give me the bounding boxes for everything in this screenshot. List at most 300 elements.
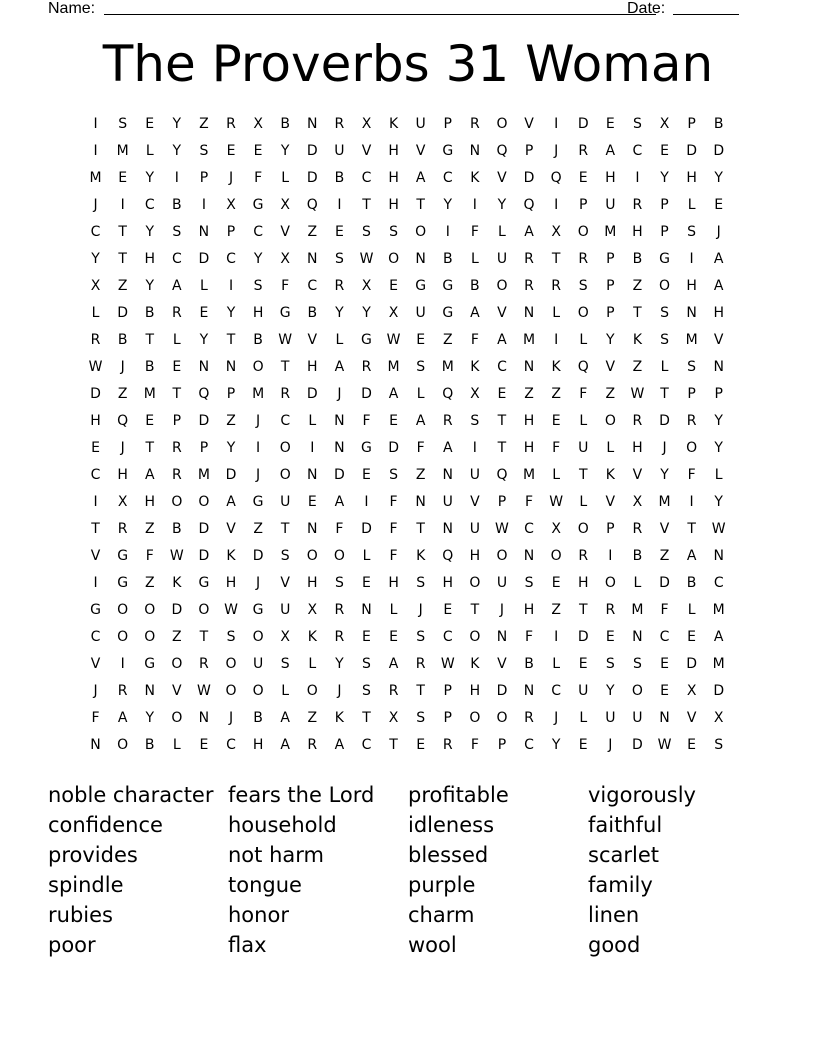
grid-letter[interactable]: P [497,494,507,510]
grid-letter[interactable]: E [578,737,588,753]
grid-letter[interactable]: X [226,197,236,213]
grid-letter[interactable]: E [687,629,697,645]
grid-letter[interactable]: I [689,494,694,510]
grid-letter[interactable]: U [578,683,589,699]
grid-letter[interactable]: O [198,494,210,510]
grid-letter[interactable]: Z [632,278,643,294]
grid-letter[interactable]: L [200,278,208,294]
grid-letter[interactable]: P [199,440,209,456]
grid-letter[interactable]: P [443,116,452,132]
grid-letter[interactable]: G [252,197,264,213]
grid-letter[interactable]: E [172,359,182,375]
grid-letter[interactable]: N [198,710,210,726]
grid-letter[interactable]: Y [551,737,561,753]
grid-letter[interactable]: G [361,332,372,348]
grid-letter[interactable]: E [660,656,669,672]
grid-letter[interactable]: E [660,683,669,699]
grid-letter[interactable]: N [307,251,318,267]
grid-letter[interactable]: W [711,521,726,537]
grid-letter[interactable]: N [361,602,372,618]
grid-letter[interactable]: O [171,656,183,672]
grid-letter[interactable]: X [713,710,724,726]
grid-letter[interactable]: O [686,440,698,456]
grid-letter[interactable]: D [117,305,129,321]
grid-letter[interactable]: S [416,575,426,591]
grid-letter[interactable]: Z [144,575,155,591]
grid-letter[interactable]: T [91,521,100,537]
grid-letter[interactable]: E [687,737,697,753]
grid-letter[interactable]: U [252,656,264,672]
grid-letter[interactable]: T [280,521,290,537]
grid-letter[interactable]: O [279,467,291,483]
grid-letter[interactable]: E [253,143,263,159]
grid-letter[interactable]: N [523,683,535,699]
grid-letter[interactable]: Y [660,170,669,186]
grid-letter[interactable]: H [225,575,237,591]
grid-letter[interactable]: T [118,224,127,240]
grid-letter[interactable]: Q [496,467,508,483]
grid-letter[interactable]: O [117,629,129,645]
grid-letter[interactable]: G [442,278,454,294]
grid-letter[interactable]: H [523,440,535,456]
grid-letter[interactable]: P [199,170,209,186]
grid-letter[interactable]: N [307,467,318,483]
grid-letter[interactable]: P [606,278,615,294]
grid-letter[interactable]: U [415,305,426,321]
grid-letter[interactable]: Z [524,386,534,402]
grid-letter[interactable]: G [442,143,454,159]
grid-letter[interactable]: T [389,737,398,753]
grid-letter[interactable]: H [307,359,318,375]
grid-letter[interactable]: Z [551,602,561,618]
grid-letter[interactable]: U [605,197,616,213]
grid-letter[interactable]: S [253,278,263,294]
grid-letter[interactable]: E [714,197,724,213]
grid-letter[interactable]: J [554,710,559,726]
grid-letter[interactable]: G [117,548,129,564]
grid-letter[interactable]: X [253,116,263,132]
grid-letter[interactable]: P [660,224,669,240]
grid-letter[interactable]: O [604,413,616,429]
grid-letter[interactable]: Z [605,386,616,402]
grid-letter[interactable]: S [226,629,236,645]
grid-letter[interactable]: D [198,413,210,429]
grid-letter[interactable]: J [120,359,125,375]
grid-letter[interactable]: M [116,143,129,159]
grid-letter[interactable]: H [388,143,399,159]
grid-letter[interactable]: V [497,170,507,186]
grid-letter[interactable]: A [415,170,426,186]
grid-letter[interactable]: J [337,386,342,402]
grid-letter[interactable]: G [144,656,156,672]
grid-letter[interactable]: S [172,224,182,240]
grid-letter[interactable]: T [470,602,480,618]
grid-letter[interactable]: Y [714,440,723,456]
grid-letter[interactable]: D [659,413,670,429]
grid-letter[interactable]: H [469,683,481,699]
grid-letter[interactable]: E [578,170,588,186]
grid-letter[interactable]: J [337,683,342,699]
grid-letter[interactable]: A [117,710,128,726]
grid-letter[interactable]: Y [226,305,236,321]
grid-letter[interactable]: A [605,143,616,159]
grid-letter[interactable]: L [687,602,696,618]
grid-letter[interactable]: C [361,737,372,753]
grid-letter[interactable]: F [145,548,154,564]
grid-letter[interactable]: Y [199,332,209,348]
grid-letter[interactable]: Z [117,278,128,294]
grid-letter[interactable]: R [199,656,209,672]
grid-letter[interactable]: H [632,224,643,240]
grid-letter[interactable]: A [713,278,724,294]
grid-letter[interactable]: J [256,575,261,591]
grid-letter[interactable]: S [389,467,399,483]
grid-letter[interactable]: C [253,224,263,240]
grid-letter[interactable]: Y [606,332,615,348]
grid-letter[interactable]: U [632,710,643,726]
grid-letter[interactable]: R [388,683,399,699]
grid-letter[interactable]: P [443,683,452,699]
grid-letter[interactable]: N [415,251,426,267]
grid-letter[interactable]: H [442,575,454,591]
grid-letter[interactable]: I [635,170,640,186]
grid-letter[interactable]: X [90,278,101,294]
grid-letter[interactable]: D [361,386,372,402]
grid-letter[interactable]: R [524,251,534,267]
grid-letter[interactable]: R [117,683,128,699]
grid-letter[interactable]: N [442,467,453,483]
grid-letter[interactable]: L [389,602,398,618]
grid-letter[interactable]: G [252,602,264,618]
grid-letter[interactable]: U [605,710,616,726]
grid-letter[interactable]: W [278,332,293,348]
grid-letter[interactable]: O [577,224,589,240]
grid-letter[interactable]: Z [253,521,263,537]
grid-letter[interactable]: F [389,494,398,510]
grid-letter[interactable]: U [415,116,426,132]
grid-letter[interactable]: G [442,305,454,321]
grid-letter[interactable]: D [361,521,372,537]
grid-letter[interactable]: A [524,224,534,240]
grid-letter[interactable]: R [334,602,345,618]
grid-letter[interactable]: T [687,521,696,537]
grid-letter[interactable]: Y [443,197,453,213]
grid-letter[interactable]: T [416,683,425,699]
grid-letter[interactable]: E [497,386,507,402]
grid-letter[interactable]: D [523,170,535,186]
grid-letter[interactable]: X [280,629,290,645]
grid-letter[interactable]: I [93,116,98,132]
grid-letter[interactable]: E [199,737,209,753]
grid-letter[interactable]: T [551,251,561,267]
grid-letter[interactable]: V [713,332,724,348]
grid-letter[interactable]: A [497,332,507,348]
grid-letter[interactable]: A [334,359,345,375]
grid-letter[interactable]: V [172,683,182,699]
grid-letter[interactable]: O [144,602,156,618]
grid-letter[interactable]: E [389,413,398,429]
grid-letter[interactable]: B [144,737,155,753]
grid-letter[interactable]: C [171,251,182,267]
grid-letter[interactable]: Y [253,251,263,267]
grid-letter[interactable]: L [362,548,371,564]
grid-letter[interactable]: P [443,710,452,726]
grid-letter[interactable]: W [386,332,401,348]
grid-letter[interactable]: C [90,629,101,645]
grid-letter[interactable]: D [334,467,345,483]
grid-letter[interactable]: J [228,710,234,726]
grid-letter[interactable]: I [364,494,369,510]
grid-letter[interactable]: U [280,494,291,510]
grid-letter[interactable]: R [686,413,697,429]
grid-letter[interactable]: O [469,629,481,645]
grid-letter[interactable]: N [198,224,210,240]
grid-letter[interactable]: M [712,602,725,618]
grid-letter[interactable]: O [496,116,508,132]
grid-letter[interactable]: A [144,467,155,483]
grid-letter[interactable]: Q [577,359,589,375]
grid-letter[interactable]: E [362,629,371,645]
grid-letter[interactable]: W [630,386,645,402]
grid-letter[interactable]: H [252,737,264,753]
grid-letter[interactable]: R [117,521,128,537]
grid-letter[interactable]: L [579,710,588,726]
grid-letter[interactable]: S [687,224,697,240]
grid-letter[interactable]: V [686,710,697,726]
grid-letter[interactable]: I [554,197,559,213]
grid-letter[interactable]: D [632,737,643,753]
grid-letter[interactable]: E [605,116,615,132]
grid-letter[interactable]: B [334,170,345,186]
grid-letter[interactable]: M [685,332,698,348]
grid-letter[interactable]: J [716,224,721,240]
grid-letter[interactable]: I [228,278,234,294]
grid-letter[interactable]: E [443,602,453,618]
grid-letter[interactable]: O [171,710,183,726]
grid-letter[interactable]: N [198,359,210,375]
grid-letter[interactable]: H [90,413,101,429]
grid-letter[interactable]: R [361,359,372,375]
grid-letter[interactable]: H [523,602,535,618]
grid-letter[interactable]: B [713,116,724,132]
grid-letter[interactable]: T [145,440,155,456]
grid-letter[interactable]: F [335,521,344,537]
grid-letter[interactable]: R [578,548,589,564]
grid-letter[interactable]: M [387,359,400,375]
grid-letter[interactable]: Q [306,197,318,213]
grid-letter[interactable]: W [359,251,374,267]
grid-letter[interactable]: F [389,521,398,537]
grid-letter[interactable]: V [470,494,480,510]
grid-letter[interactable]: D [577,116,589,132]
grid-letter[interactable]: Q [523,197,535,213]
grid-letter[interactable]: E [605,629,615,645]
grid-letter[interactable]: M [89,170,102,186]
grid-letter[interactable]: O [117,602,129,618]
grid-letter[interactable]: B [253,332,263,348]
grid-letter[interactable]: X [659,116,670,132]
grid-letter[interactable]: O [252,359,264,375]
grid-letter[interactable]: P [687,386,696,402]
grid-letter[interactable]: L [633,575,642,591]
grid-letter[interactable]: D [577,629,589,645]
grid-letter[interactable]: V [226,521,236,537]
grid-letter[interactable]: Z [442,332,453,348]
grid-letter[interactable]: P [714,386,723,402]
grid-letter[interactable]: C [713,575,724,591]
grid-letter[interactable]: S [660,305,669,321]
grid-letter[interactable]: M [523,467,536,483]
grid-letter[interactable]: W [440,656,455,672]
grid-letter[interactable]: Y [714,170,723,186]
grid-letter[interactable]: T [199,629,209,645]
grid-letter[interactable]: O [306,683,318,699]
grid-letter[interactable]: Z [551,386,561,402]
grid-letter[interactable]: X [551,521,561,537]
grid-letter[interactable]: Z [199,116,209,132]
grid-letter[interactable]: R [524,278,534,294]
grid-letter[interactable]: S [362,224,371,240]
grid-letter[interactable]: Q [442,548,454,564]
grid-letter[interactable]: O [388,251,400,267]
grid-letter[interactable]: Y [362,305,371,321]
grid-letter[interactable]: L [498,224,506,240]
grid-letter[interactable]: O [171,494,183,510]
grid-letter[interactable]: S [524,575,534,591]
grid-letter[interactable]: J [554,143,559,159]
grid-letter[interactable]: T [633,305,642,321]
grid-letter[interactable]: N [523,305,535,321]
grid-letter[interactable]: S [687,359,697,375]
grid-letter[interactable]: F [254,170,263,186]
grid-letter[interactable]: L [579,413,588,429]
grid-letter[interactable]: C [226,251,236,267]
grid-letter[interactable]: F [660,602,669,618]
grid-letter[interactable]: N [307,521,318,537]
grid-letter[interactable]: J [418,602,423,618]
grid-letter[interactable]: U [334,143,345,159]
grid-letter[interactable]: N [632,629,643,645]
grid-letter[interactable]: B [280,116,290,132]
grid-letter[interactable]: K [470,170,480,186]
grid-letter[interactable]: T [172,386,182,402]
grid-letter[interactable]: V [280,575,290,591]
grid-letter[interactable]: D [171,602,183,618]
grid-letter[interactable]: T [660,386,669,402]
grid-letter[interactable]: N [713,359,724,375]
grid-letter[interactable]: H [388,170,399,186]
grid-letter[interactable]: A [713,629,724,645]
grid-letter[interactable]: R [334,629,345,645]
grid-letter[interactable]: H [523,413,535,429]
grid-letter[interactable]: W [549,494,564,510]
grid-letter[interactable]: S [632,116,642,132]
grid-letter[interactable]: I [554,116,559,132]
grid-letter[interactable]: V [497,305,507,321]
grid-letter[interactable]: N [686,305,697,321]
grid-letter[interactable]: A [388,656,399,672]
grid-letter[interactable]: V [605,359,616,375]
grid-letter[interactable]: S [632,656,642,672]
grid-letter[interactable]: S [334,575,344,591]
grid-letter[interactable]: Q [198,386,210,402]
grid-letter[interactable]: I [174,170,179,186]
grid-letter[interactable]: L [145,143,154,159]
grid-letter[interactable]: D [198,251,210,267]
grid-letter[interactable]: S [362,656,371,672]
grid-letter[interactable]: P [606,251,615,267]
grid-letter[interactable]: Y [172,143,182,159]
grid-letter[interactable]: L [660,359,669,375]
grid-letter[interactable]: P [497,737,507,753]
grid-letter[interactable]: S [118,116,128,132]
grid-letter[interactable]: D [388,440,399,456]
grid-letter[interactable]: Y [172,116,182,132]
grid-letter[interactable]: E [226,143,236,159]
grid-letter[interactable]: A [470,305,480,321]
grid-letter[interactable]: L [308,413,317,429]
grid-letter[interactable]: L [172,332,181,348]
grid-letter[interactable]: N [442,521,453,537]
grid-letter[interactable]: P [226,224,236,240]
grid-letter[interactable]: X [388,305,399,321]
grid-letter[interactable]: G [252,494,264,510]
grid-letter[interactable]: U [496,251,508,267]
grid-letter[interactable]: F [579,386,588,402]
grid-letter[interactable]: R [524,710,534,726]
grid-letter[interactable]: N [523,548,535,564]
grid-letter[interactable]: N [659,710,670,726]
grid-letter[interactable]: K [470,359,480,375]
grid-letter[interactable]: Y [335,656,344,672]
grid-letter[interactable]: A [686,548,697,564]
grid-letter[interactable]: O [604,575,616,591]
grid-letter[interactable]: B [117,332,128,348]
grid-letter[interactable]: O [550,548,562,564]
grid-letter[interactable]: B [144,359,155,375]
grid-letter[interactable]: G [279,305,291,321]
grid-letter[interactable]: L [91,305,100,321]
grid-letter[interactable]: B [632,251,643,267]
grid-letter[interactable]: I [689,251,694,267]
grid-letter[interactable]: L [606,440,615,456]
grid-letter[interactable]: O [252,683,264,699]
grid-letter[interactable]: Z [659,548,670,564]
grid-letter[interactable]: M [252,386,265,402]
grid-letter[interactable]: M [658,494,671,510]
grid-letter[interactable]: N [496,629,508,645]
grid-letter[interactable]: I [445,224,450,240]
grid-letter[interactable]: E [145,413,155,429]
grid-letter[interactable]: H [686,170,697,186]
grid-letter[interactable]: X [361,278,372,294]
grid-letter[interactable]: D [306,143,318,159]
grid-letter[interactable]: T [416,521,425,537]
grid-letter[interactable]: V [90,548,101,564]
grid-letter[interactable]: K [226,548,236,564]
grid-letter[interactable]: O [252,629,264,645]
grid-letter[interactable]: U [578,440,589,456]
name-blank-line[interactable] [104,14,656,15]
grid-letter[interactable]: O [577,305,589,321]
grid-letter[interactable]: F [470,737,479,753]
grid-letter[interactable]: B [442,251,453,267]
grid-letter[interactable]: T [497,413,507,429]
grid-letter[interactable]: O [333,548,345,564]
grid-letter[interactable]: I [201,197,206,213]
grid-letter[interactable]: V [90,656,101,672]
grid-letter[interactable]: M [197,467,210,483]
